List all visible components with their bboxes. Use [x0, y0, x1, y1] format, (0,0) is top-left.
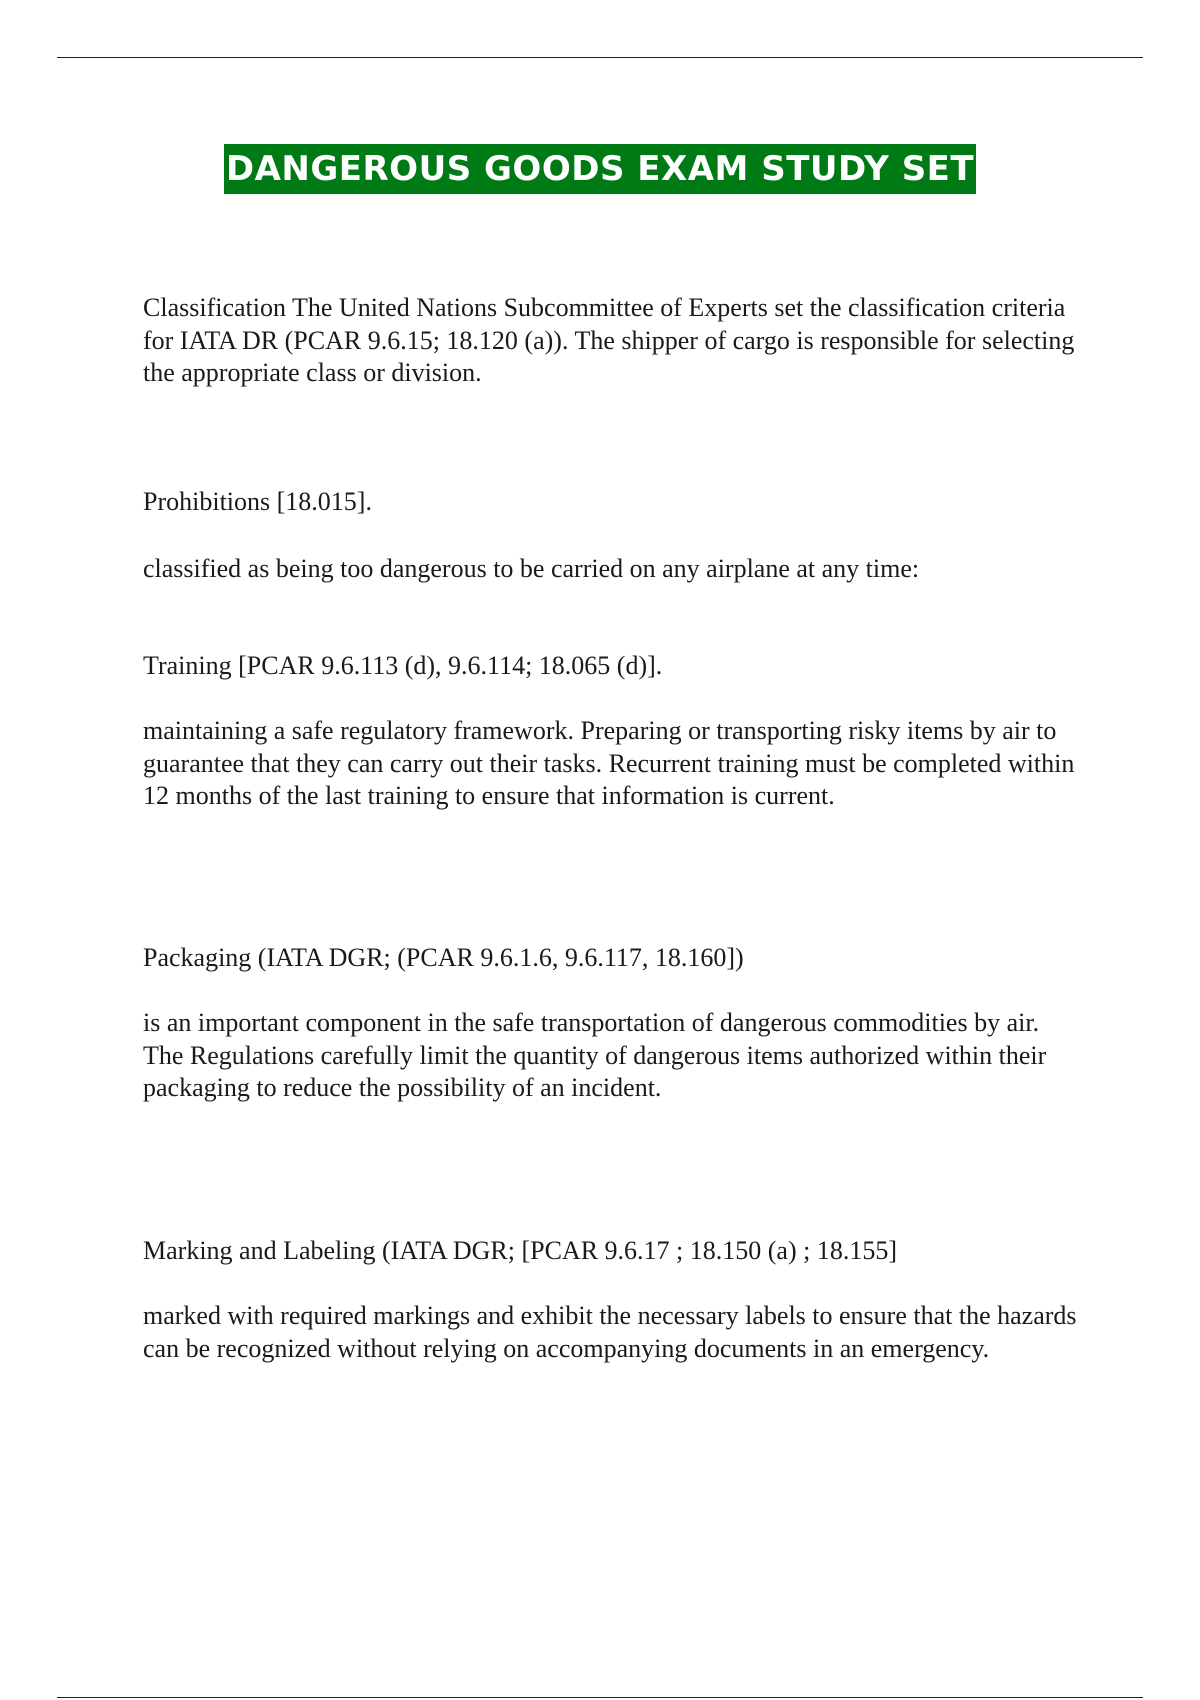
packaging-heading: Packaging (IATA DGR; (PCAR 9.6.1.6, 9.6.117, 18.160]): [143, 943, 744, 972]
marking-labeling-heading: Marking and Labeling (IATA DGR; [PCAR 9.6.17 ; 18.150 (a) ; 18.155]: [143, 1236, 897, 1265]
marking-labeling-paragraph: marked with required markings and exhibit the necessary labels to ensure that the hazards can be recognized without relying on accompanying documents in an emergency.: [143, 1301, 1077, 1363]
training-paragraph: maintaining a safe regulatory framework. Preparing or transporting risky items by air to guarantee that they can carry out their tasks. Recurrent training must be completed within 12 months of the last training to ensure that information is current.: [143, 716, 1075, 810]
bottom-rule: [57, 1697, 1143, 1698]
title-container: [0, 144, 1200, 194]
document-title: DANGEROUS GOODS EXAM STUDY SET: [224, 144, 976, 194]
top-rule: [57, 57, 1143, 58]
classification-paragraph: Classification The United Nations Subcommittee of Experts set the classification criteria for IATA DR (PCAR 9.6.15; 18.120 (a)). The shipper of cargo is responsible for selecting the appropriate class or division.: [143, 293, 1075, 387]
prohibitions-paragraph: classified as being too dangerous to be carried on any airplane at any time:: [143, 554, 920, 583]
prohibitions-heading: Prohibitions [18.015].: [143, 487, 372, 516]
training-heading: Training [PCAR 9.6.113 (d), 9.6.114; 18.065 (d)].: [143, 651, 663, 680]
packaging-paragraph: is an important component in the safe transportation of dangerous commodities by air. The Regulations carefully limit the quantity of dangerous items authorized within their packaging to reduce the possibility of an incident.: [143, 1008, 1047, 1102]
